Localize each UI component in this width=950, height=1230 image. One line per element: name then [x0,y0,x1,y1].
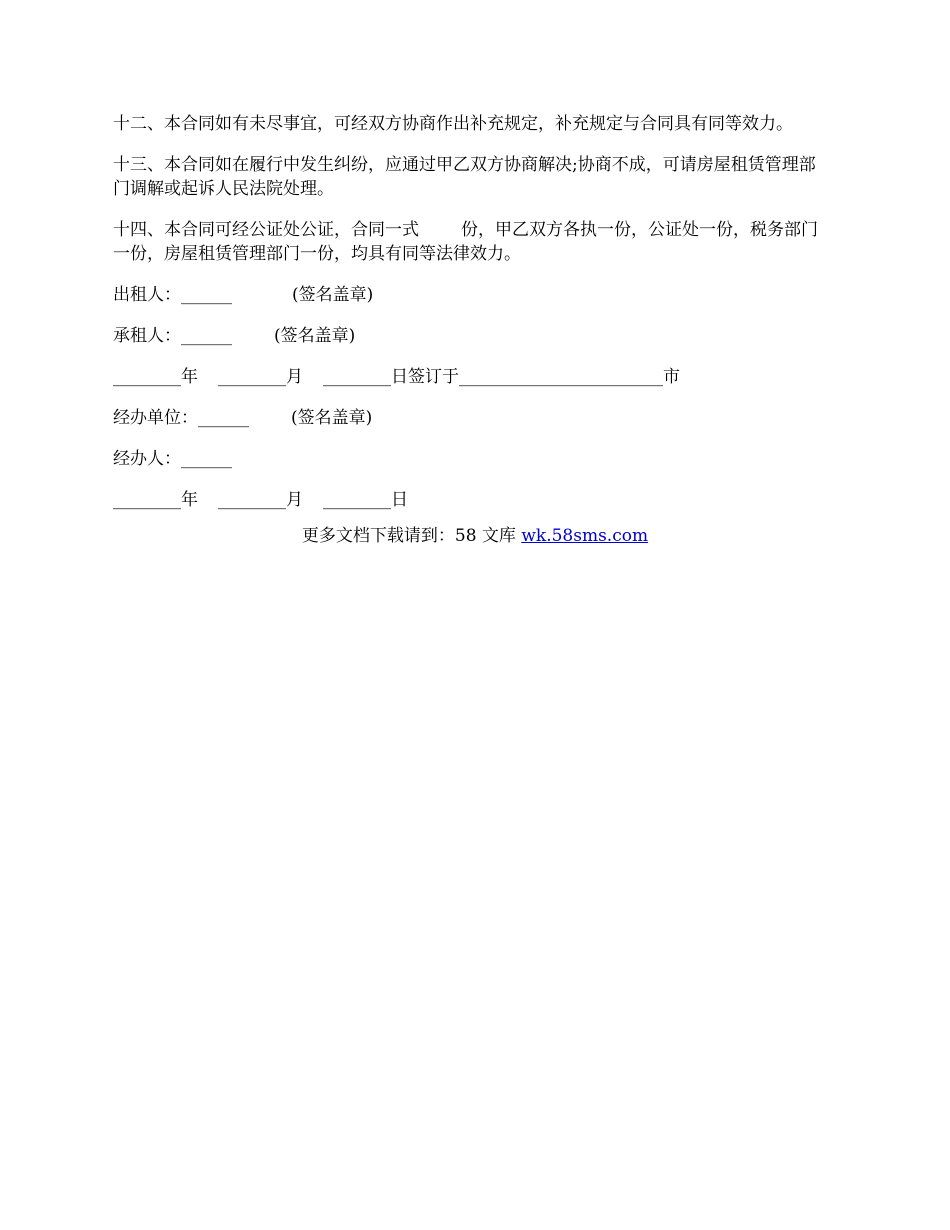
date2-year: ________年 [113,490,198,510]
sign-year: ________年 [113,367,198,387]
date2-day: ________日 [323,490,408,510]
lessee-label: 承租人：______ [113,326,232,346]
clause-12 [113,112,873,136]
lessee-seal: (签名盖章) [274,326,356,346]
signing-date-line [113,365,873,389]
sign-month: ________月 [218,367,303,387]
sign-day-place: ________日签订于________________________市 [323,367,680,387]
date2-month: ________月 [218,490,303,510]
document-body [113,112,873,529]
lessee-signature-line [113,324,873,348]
footer-link[interactable]: wk.58sms.com [521,526,649,546]
footer-prefix: 更多文档下载请到：58 文库 [301,526,522,546]
clause-14-text-a: 十四、本合同可经公证处公证，合同一式 [113,220,419,240]
agency-signature-line [113,406,873,430]
handler-signature-line [113,447,873,471]
handler-label: 经办人：______ [113,449,232,469]
clause-14 [113,218,828,266]
clause-12-text: 十二、本合同如有未尽事宜，可经双方协商作出补充规定，补充规定与合同具有同等效力。 [113,114,793,134]
agency-label: 经办单位：______ [113,408,249,428]
handler-date-line [113,488,873,512]
footer [0,524,950,548]
lessor-signature-line [113,283,873,307]
clause-13 [113,153,828,201]
clause-13-text: 十三、本合同如在履行中发生纠纷，应通过甲乙双方协商解决;协商不成，可请房屋租赁管理部门调解或起诉人民法院处理。 [113,155,816,199]
agency-seal: (签名盖章) [291,408,373,428]
lessor-label: 出租人：______ [113,285,232,305]
lessor-seal: (签名盖章) [292,285,374,305]
clause-14-text-b: 份，甲乙双方各执一份，公证处一份，税务部门一份，房屋租赁管理部门一份，均具有同等法律效力。 [113,220,818,264]
